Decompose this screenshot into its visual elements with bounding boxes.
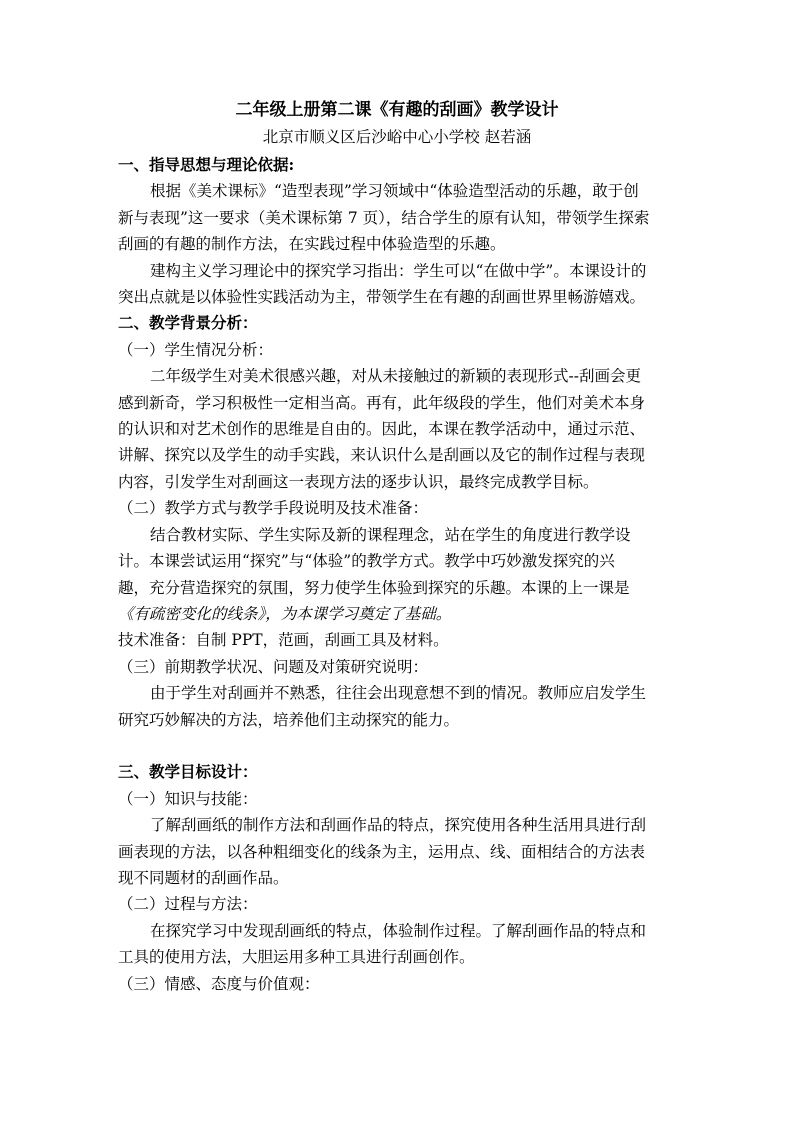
section-heading-3: 三、教学目标设计： xyxy=(118,762,258,782)
author-line: 北京市顺义区后沙峪中心小学校 赵若涵 xyxy=(262,128,532,146)
paragraph-line: 研究巧妙解决的方法，培养他们主动探究的能力。 xyxy=(118,710,460,729)
paragraph-line: 画表现的方法，以各种粗细变化的线条为主，运用点、线、面相结合的方法表 xyxy=(118,842,646,861)
subsection-heading: （一）知识与技能： xyxy=(118,789,258,808)
paragraph-line: 讲解、探究以及学生的动手实践，来认识什么是刮画以及它的制作过程与表现 xyxy=(118,446,646,465)
subsection-heading: （三）前期教学状况、问题及对策研究说明： xyxy=(118,657,429,676)
subsection-heading: （一）学生情况分析： xyxy=(118,340,274,359)
paragraph-line: 感到新奇，学习积极性一定相当高。再有，此年级段的学生，他们对美术本身 xyxy=(118,393,646,412)
paragraph-line: 技术准备：自制 PPT，范画，刮画工具及材料。 xyxy=(118,631,449,650)
subsection-heading: （二）过程与方法： xyxy=(118,895,258,914)
paragraph-line: 工具的使用方法，大胆运用多种工具进行刮画创作。 xyxy=(118,948,475,967)
paragraph-line: 的认识和对艺术创作的思维是自由的。因此，本课在教学活动中，通过示范、 xyxy=(118,420,646,439)
document-title: 二年级上册第二课《有趣的刮画》教学设计 xyxy=(235,100,559,120)
blank-line xyxy=(118,733,674,759)
paragraph-line: 刮画的有趣的制作方法，在实践过程中体验造型的乐趣。 xyxy=(118,235,506,254)
section-heading-2: 二、教学背景分析： xyxy=(118,313,258,333)
paragraph-line: 《有疏密变化的线条》，为本课学习奠定了基础。 xyxy=(118,604,452,623)
paragraph-line: 现不同题材的刮画作品。 xyxy=(118,868,289,887)
paragraph-line: 了解刮画纸的制作方法和刮画作品的特点，探究使用各种生活用具进行刮 xyxy=(150,816,647,835)
paragraph-line: 根据《美术课标》“造型表现”学习领域中“体验造型活动的乐趣，敢于创 xyxy=(150,182,639,201)
paragraph-line: 由于学生对刮画并不熟悉，往往会出现意想不到的情况。教师应启发学生 xyxy=(150,684,647,703)
paragraph-line: 突出点就是以体验性实践活动为主，带领学生在有趣的刮画世界里畅游嬉戏。 xyxy=(118,288,646,307)
document-body xyxy=(118,152,674,997)
paragraph-line: 内容，引发学生对刮画这一表现方法的逐步认识，最终完成教学目标。 xyxy=(118,472,599,491)
subsection-heading: （二）教学方式与教学手段说明及技术准备： xyxy=(118,499,429,518)
paragraph-line: 趣，充分营造探究的氛围，努力使学生体验到探究的乐趣。本课的上一课是 xyxy=(118,578,630,597)
paragraph-line: 二年级学生对美术很感兴趣，对从未接触过的新颖的表现形式--刮画会更 xyxy=(150,367,641,386)
paragraph-line: 计。本课尝试运用“探究”与“体验”的教学方式。教学中巧妙激发探究的兴 xyxy=(118,552,615,571)
paragraph-line: 结合教材实际、学生实际及新的课程理念，站在学生的角度进行教学设 xyxy=(150,525,631,544)
subsection-heading: （三）情感、态度与价值观： xyxy=(118,974,320,993)
paragraph-line: 在探究学习中发现刮画纸的特点，体验制作过程。了解刮画作品的特点和 xyxy=(150,921,647,940)
paragraph-line: 建构主义学习理论中的探究学习指出：学生可以“在做中学”。本课设计的 xyxy=(150,261,647,280)
section-heading-1: 一、指导思想与理论依据: xyxy=(118,155,295,174)
paragraph-line: 新与表现”这一要求（美术课标第 7 页），结合学生的原有认知，带领学生探索 xyxy=(118,208,650,227)
